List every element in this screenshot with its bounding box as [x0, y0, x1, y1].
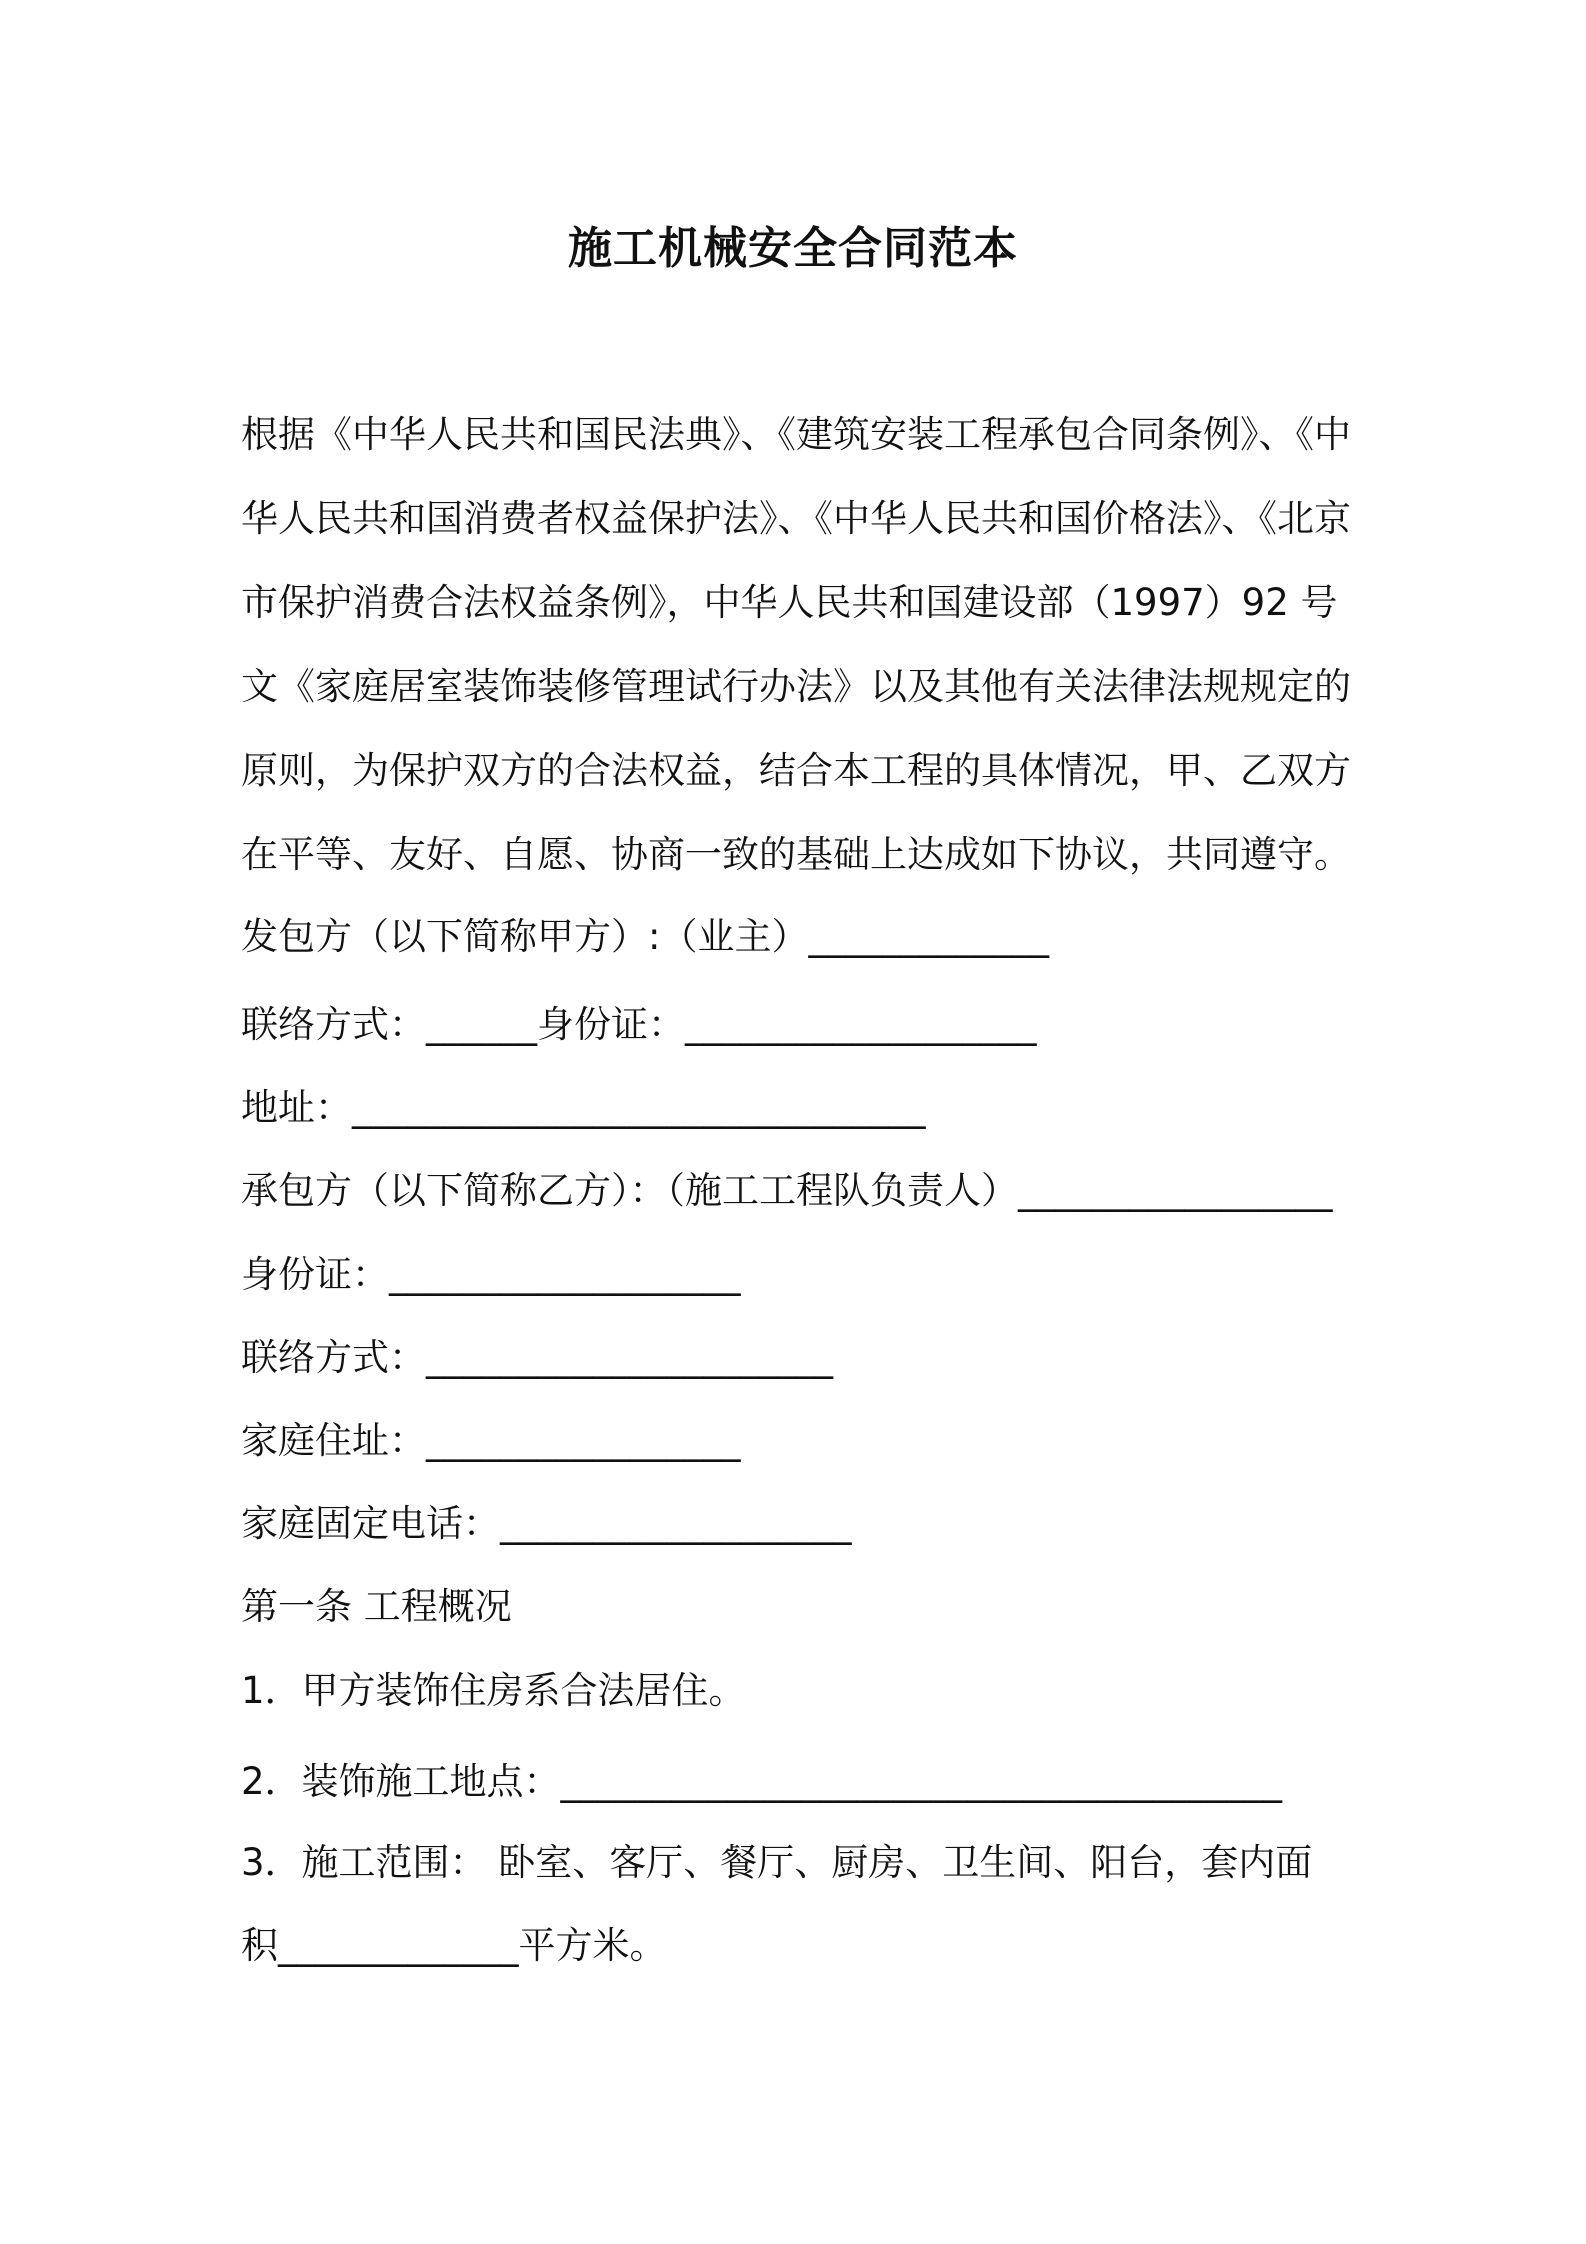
clause-3-continued: 积_____________平方米。	[241, 1924, 667, 1967]
clause-1: 1．甲方装饰住房系合法居住。	[241, 1669, 746, 1712]
intro-line: 根据《中华人民共和国民法典》、《建筑安装工程承包合同条例》、《中	[241, 413, 1351, 456]
home-phone-line: 家庭固定电话：___________________	[241, 1502, 852, 1545]
clause-2: 2．装饰施工地点：_______________________________________	[241, 1760, 1283, 1803]
intro-line: 市保护消费合法权益条例》，中华人民共和国建设部（1997）92 号	[241, 581, 1338, 624]
intro-line: 原则，为保护双方的合法权益，结合本工程的具体情况，甲、乙双方	[241, 749, 1351, 792]
document-title: 施工机械安全合同范本	[568, 223, 1018, 274]
party-b-line: 承包方（以下简称乙方）：（施工工程队负责人）_________________	[241, 1169, 1333, 1212]
intro-paragraph	[241, 393, 1361, 897]
party-b-contact-line: 联络方式：______________________	[241, 1336, 833, 1379]
intro-line: 华人民共和国消费者权益保护法》、《中华人民共和国价格法》、《北京	[241, 497, 1351, 540]
party-b-id-line: 身份证：___________________	[241, 1253, 741, 1296]
party-a-contact-line: 联络方式：______身份证：___________________	[241, 1003, 1037, 1046]
party-a-line: 发包方（以下简称甲方）:（业主）_____________	[241, 915, 1049, 958]
intro-line: 在平等、友好、自愿、协商一致的基础上达成如下协议，共同遵守。	[241, 833, 1351, 876]
clause-3: 3．施工范围： 卧室、客厅、餐厅、厨房、卫生间、阳台，套内面	[241, 1841, 1313, 1884]
article-one-heading: 第一条 工程概况	[241, 1585, 512, 1628]
party-a-address-line: 地址：_______________________________	[241, 1086, 926, 1129]
intro-line: 文《家庭居室装饰装修管理试行办法》以及其他有关法律法规规定的	[241, 665, 1351, 708]
home-address-line: 家庭住址：_________________	[241, 1419, 741, 1462]
